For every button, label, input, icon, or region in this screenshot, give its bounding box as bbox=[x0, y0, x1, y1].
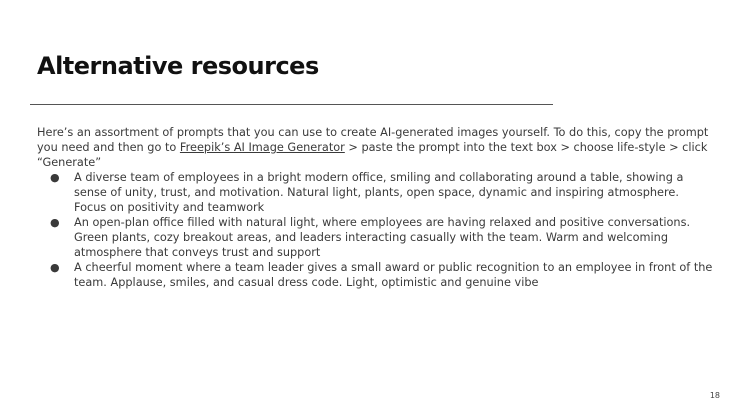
slide-title: Alternative resources bbox=[37, 52, 319, 80]
bullet-icon: ● bbox=[50, 216, 60, 229]
title-divider bbox=[30, 104, 553, 105]
prompt-list bbox=[37, 170, 713, 290]
prompt-text: An open-plan office filled with natural light, where employees are having relaxed and positive conversations. Green plants, cozy breakout areas, and leaders interacting casually with the team. Warm and welcoming atmosphere that conveys trust and support bbox=[74, 216, 691, 259]
prompt-text: A diverse team of employees in a bright modern office, smiling and collaborating around a table, showing a sense of unity, trust, and motivation. Natural light, plants, open space, dynamic and inspiring atmosphere. Focus on positivity and teamwork bbox=[74, 171, 684, 214]
intro-text-after-link: > paste the prompt into the text box > choose life-style > click “Generate” bbox=[37, 141, 708, 169]
page-number: 18 bbox=[709, 391, 720, 400]
bullet-icon: ● bbox=[50, 171, 60, 184]
intro-text-before-link: Here’s an assortment of prompts that you can use to create AI-generated images yourself. To do this, copy the prompt you need and then go to bbox=[37, 126, 709, 154]
bullet-icon: ● bbox=[50, 261, 60, 274]
slide-body bbox=[37, 125, 713, 290]
prompt-list-item bbox=[37, 260, 713, 290]
prompt-list-item bbox=[37, 170, 713, 215]
intro-paragraph bbox=[37, 125, 713, 170]
prompt-text: A cheerful moment where a team leader gives a small award or public recognition to an employee in front of the team. Applause, smiles, and casual dress code. Light, optimistic and genuine vibe bbox=[74, 261, 713, 289]
freepik-ai-image-generator-link[interactable]: Freepik’s AI Image Generator bbox=[179, 141, 345, 154]
prompt-list-item bbox=[37, 215, 713, 260]
